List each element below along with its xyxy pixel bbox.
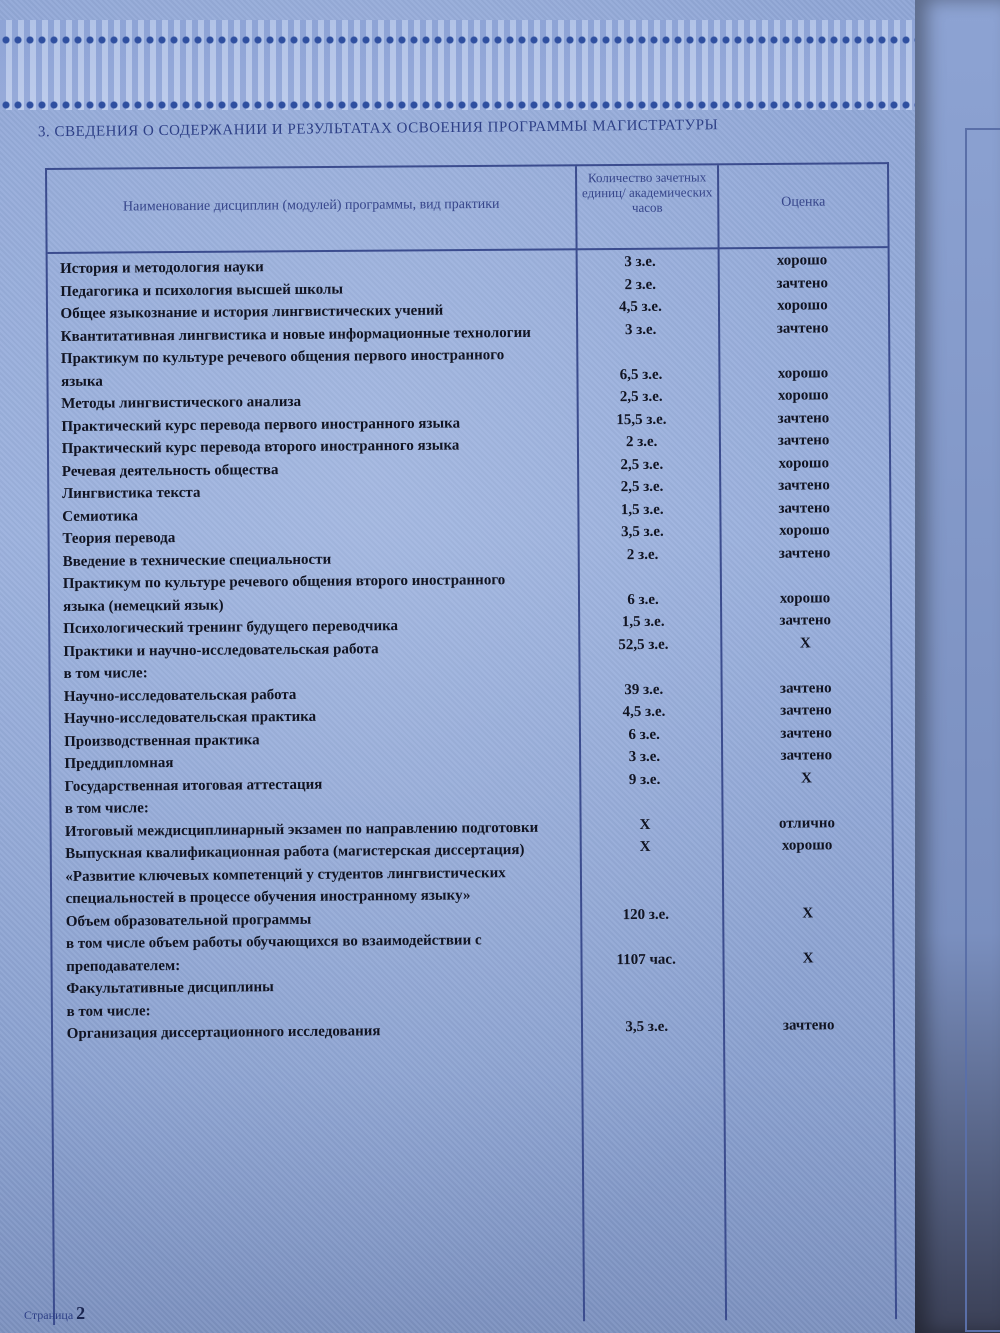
credit-hours: 3,5 з.е. [625, 1018, 669, 1036]
discipline-name: Преддипломная [64, 755, 174, 772]
grade: X [802, 904, 814, 922]
discipline-name: Введение в технические специальности [62, 551, 332, 570]
table-row [66, 926, 866, 978]
grade: зачтено [779, 679, 832, 697]
credit-hours: 120 з.е. [622, 906, 670, 923]
grade: зачтено [780, 724, 833, 742]
next-page-frame [965, 128, 1000, 1332]
discipline-name: Выпускная квалификационная работа (магистерская диссертация) [65, 841, 525, 862]
credit-hours: 2 з.е. [626, 546, 659, 563]
discipline-name: в том числе: [63, 665, 148, 682]
discipline-name: Методы лингвистического анализа [61, 393, 302, 412]
grade: хорошо [779, 589, 831, 607]
grade: хорошо [778, 454, 830, 472]
grade: зачтено [778, 544, 831, 562]
discipline-name: Государственная итоговая аттестация [64, 776, 323, 795]
next-page-edge [915, 0, 1000, 1333]
discipline-name: в том числе: [64, 800, 149, 817]
discipline-name: Лингвистика текста [61, 484, 201, 502]
discipline-name: Педагогика и психология высшей школы [60, 281, 344, 300]
grade: хорошо [776, 252, 828, 269]
decorative-wave-bottom [0, 100, 915, 110]
discipline-name: Практикум по культуре речевого общения второго иностранного языка (немецкий язык) [62, 572, 506, 615]
discipline-name: Организация диссертационного исследования [66, 1023, 381, 1042]
grade: зачтено [776, 274, 829, 292]
grade: зачтено [778, 499, 831, 517]
grade [738, 991, 878, 992]
credit-hours: 6,5 з.е. [619, 366, 663, 383]
credit-hours: 9 з.е. [628, 771, 661, 788]
credit-hours: 2,5 з.е. [620, 478, 664, 496]
page-label: Страница [24, 1308, 74, 1322]
decorative-band [0, 20, 915, 110]
grade: зачтено [780, 747, 833, 764]
discipline-name: Практический курс перевода первого иностранного языка [61, 415, 461, 435]
grade: отлично [778, 814, 836, 832]
grade: зачтено [778, 477, 830, 494]
credit-hours: 3,5 з.е. [620, 523, 664, 541]
credit-hours: 3 з.е. [624, 321, 657, 338]
credit-hours: 1107 час. [616, 951, 676, 968]
column-header-grade: Оценка [781, 194, 826, 210]
discipline-name: в том числе: [66, 1002, 151, 1020]
grade: хорошо [777, 364, 829, 382]
discipline-name: Практический курс перевода второго иностранного языка [61, 437, 460, 457]
discipline-name: Факультативные дисциплины [66, 979, 274, 997]
discipline-name: Квантитативная лингвистика и новые информационные технологии [60, 324, 531, 345]
credit-hours: 6 з.е. [628, 726, 660, 743]
credit-hours: 2,5 з.е. [619, 388, 663, 406]
credit-hours: 2,5 з.е. [620, 456, 664, 473]
discipline-name: Практикум по культуре речевого общения первого иностранного языка [60, 347, 505, 390]
discipline-name: Научно-исследовательская работа [63, 686, 297, 705]
discipline-name: в том числе объем работы обучающихся во взаимодействии с преподавателем: [65, 932, 482, 975]
discipline-name: Производственная практика [64, 731, 260, 750]
discipline-name: Итоговый междисциплинарный экзамен по направлению подготовки [64, 819, 539, 840]
credit-hours: 3 з.е. [624, 253, 656, 271]
credit-hours: X [639, 838, 651, 855]
grade: X [799, 634, 811, 652]
credit-hours: 6 з.е. [627, 591, 659, 608]
page-footer [24, 1303, 85, 1324]
grade: зачтено [777, 432, 830, 449]
grade: X [802, 949, 814, 967]
credit-hours: X [639, 816, 651, 833]
credit-hours: 1,5 з.е. [621, 613, 665, 631]
grade: зачтено [782, 1017, 835, 1034]
credit-hours: 39 з.е. [624, 681, 664, 698]
section-title: 3. СВЕДЕНИЯ О СОДЕРЖАНИИ И РЕЗУЛЬТАТАХ ОСВОЕНИЯ ПРОГРАММЫ МАГИСТРАТУРЫ [37, 117, 719, 141]
discipline-name: Семиотика [62, 507, 139, 525]
discipline-name: История и методология науки [60, 259, 264, 277]
discipline-name: Речевая деятельность общества [61, 461, 279, 480]
grade: зачтено [779, 612, 832, 629]
discipline-name: Объем образовательной программы [65, 911, 312, 930]
credit-hours: 15,5 з.е. [616, 411, 667, 428]
credit-hours: 4,5 з.е. [619, 298, 662, 316]
credit-hours: 3 з.е. [628, 748, 661, 766]
discipline-name: Теория перевода [62, 530, 176, 547]
discipline-name: Практики и научно-исследовательская работа [63, 640, 379, 660]
decorative-wave-top [0, 35, 915, 45]
table-body [60, 251, 867, 1045]
credit-hours: 1,5 з.е. [620, 501, 664, 518]
grade: хорошо [781, 837, 833, 854]
credit-hours: 4,5 з.е. [622, 703, 666, 721]
discipline-name: Психологический тренинг будущего переводчика [63, 618, 399, 637]
grade: хорошо [777, 387, 829, 404]
grade: зачтено [780, 702, 832, 719]
discipline-name: Общее языкознание и история лингвистических учений [60, 302, 444, 322]
grade: хорошо [779, 522, 830, 539]
credit-hours [586, 993, 706, 994]
column-header-hours: Количество зачетных единиц/ академических часов [581, 169, 713, 215]
discipline-name: Научно-исследовательская практика [63, 708, 317, 727]
page-number: 2 [76, 1303, 86, 1323]
credit-hours: 52,5 з.е. [618, 636, 669, 653]
grade: хорошо [777, 297, 828, 314]
grade: X [801, 769, 813, 787]
grade: зачтено [777, 409, 830, 427]
credit-hours: 2 з.е. [624, 276, 657, 293]
credit-hours: 2 з.е. [625, 433, 658, 451]
column-header-discipline: Наименование дисциплин (модулей) программы, вид практики [122, 196, 500, 215]
grade: зачтено [776, 319, 829, 337]
discipline-name: «Развитие ключевых компетенций у студентов лингвистических специальностей в процессе обучения иностранному языку» [65, 864, 506, 907]
